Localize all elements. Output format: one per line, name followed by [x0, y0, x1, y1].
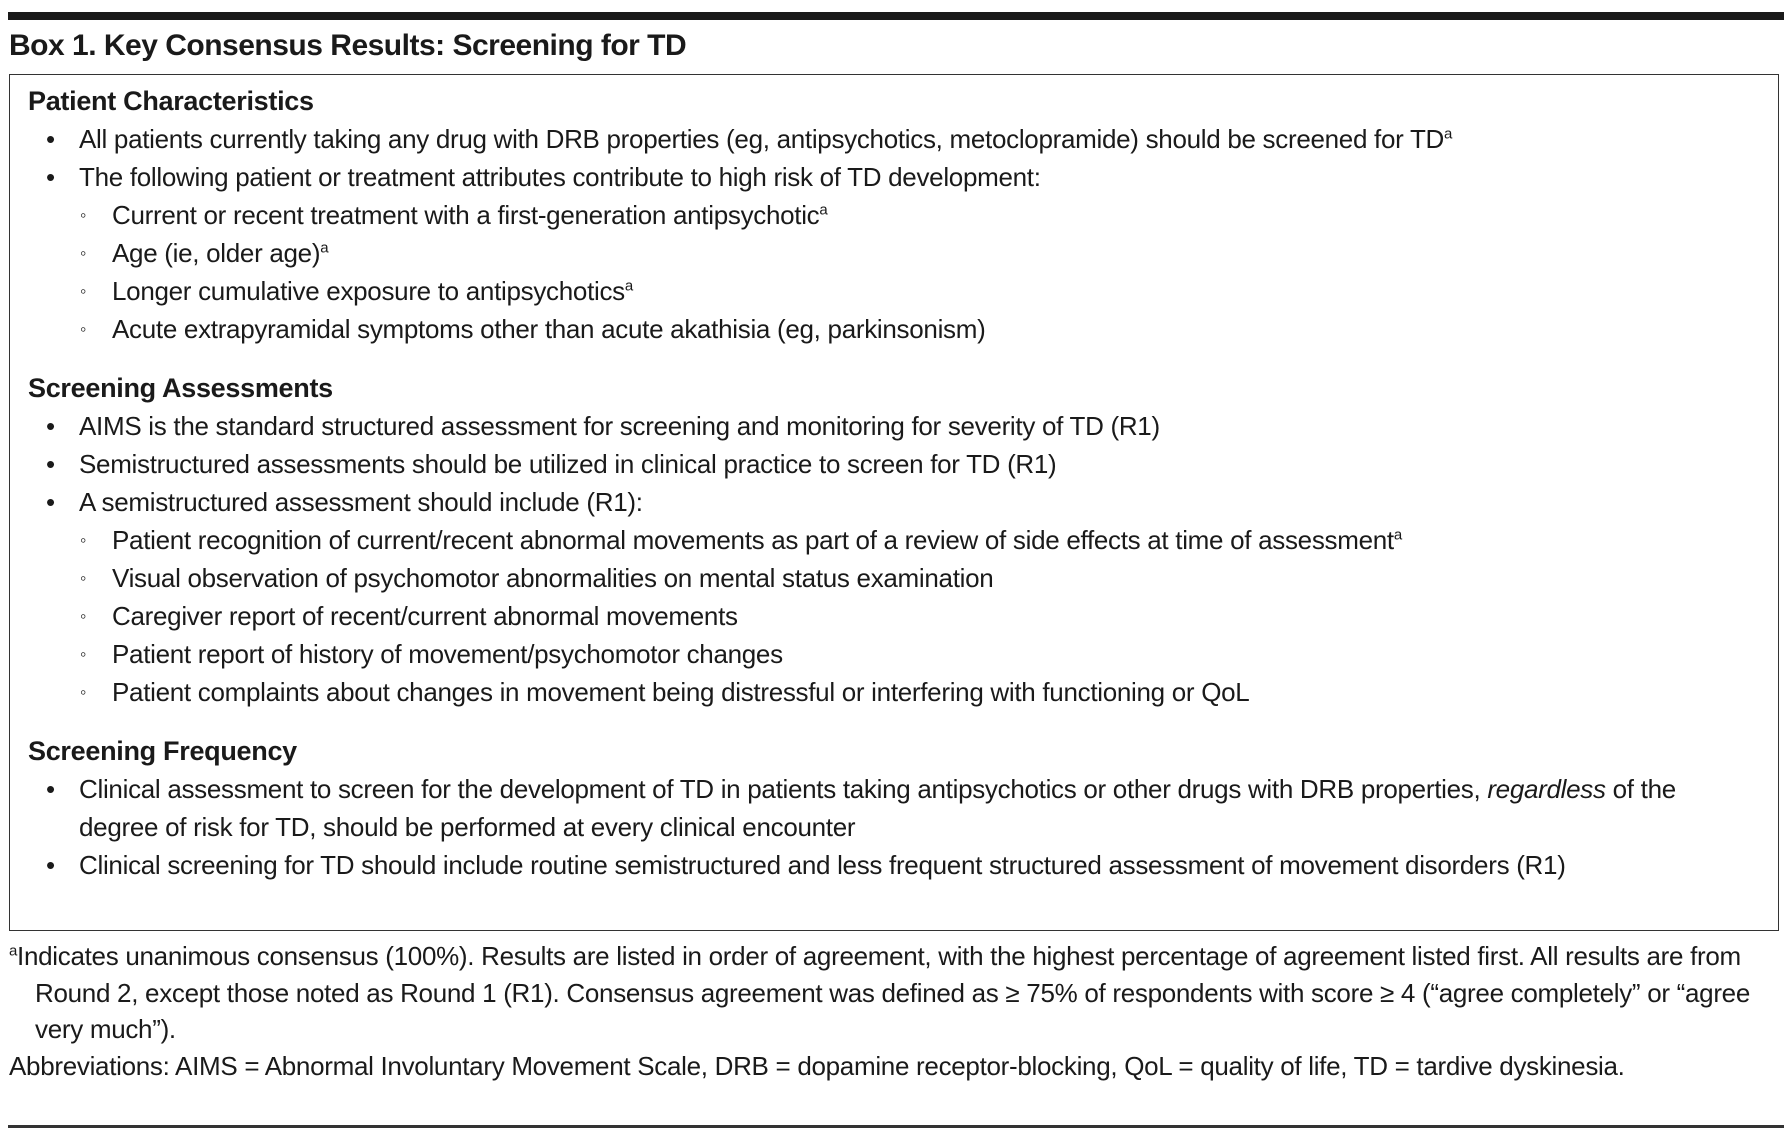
footnote-abbreviations: Abbreviations: AIMS = Abnormal Involuntary Movement Scale, DRB = dopamine receptor-blocking, QoL = quality of life, TD = tardive dyskinesia.: [9, 1050, 1625, 1081]
circle-bullet-icon: ◦: [80, 682, 87, 702]
section-screening-frequency: [10, 732, 1778, 884]
bullet-icon: •: [46, 774, 55, 804]
list-item: • All patients currently taking any drug with DRB properties (eg, antipsychotics, metoclopramide) should be screened for $TD^a$: [10, 120, 1778, 158]
section-patient-characteristics: [10, 82, 1778, 348]
section-screening-assessments: [10, 369, 1778, 711]
circle-bullet-icon: ◦: [80, 205, 87, 225]
content-box: [9, 74, 1779, 931]
circle-bullet-icon: ◦: [80, 644, 87, 664]
sub-list-item: ◦ Acute extrapyramidal symptoms other than acute akathisia (eg, parkinsonism): [10, 310, 1778, 348]
sub-list-item: ◦ Patient recognition of current/recent abnormal movements as part of a review of side effects at time of assessment$^a$: [10, 521, 1778, 559]
list-item: • A semistructured assessment should include (R1):: [10, 483, 1778, 521]
bullet-icon: •: [46, 850, 55, 880]
list-item: • The following patient or treatment attributes contribute to high risk of TD development:: [10, 158, 1778, 196]
section-heading: Patient Characteristics: [28, 86, 314, 116]
section-heading: Screening Assessments: [28, 373, 333, 403]
box-title: Box 1. Key Consensus Results: Screening for TD: [9, 29, 687, 62]
bullet-icon: •: [46, 124, 55, 154]
sub-list-item: ◦ Caregiver report of recent/current abnormal movements: [10, 597, 1778, 635]
circle-bullet-icon: ◦: [80, 606, 87, 626]
circle-bullet-icon: ◦: [80, 281, 87, 301]
list-item: • AIMS is the standard structured assessment for screening and monitoring for severity of TD (R1): [10, 407, 1778, 445]
sub-list-item: ◦ Visual observation of psychomotor abnormalities on mental status examination: [10, 559, 1778, 597]
footnote-consensus: $^a$Indicates unanimous consensus (100%). Results are listed in order of agreement, with the highest percentage of agreement listed first. All results are from Round 2, except those noted as Round 1 (R1). Consensus agreement was defined as ≥ 75% of respondents with score ≥ 4 (“agree completely” or “agree very much”).: [9, 941, 1751, 1044]
circle-bullet-icon: ◦: [80, 319, 87, 339]
list-item: • Clinical screening for TD should include routine semistructured and less frequent structured assessment of movement disorders (R1): [10, 846, 1778, 884]
sub-list-item: ◦ Age (ie, older age)$^a$: [10, 234, 1778, 272]
section-heading: Screening Frequency: [28, 736, 297, 766]
circle-bullet-icon: ◦: [80, 530, 87, 550]
list-item: • Semistructured assessments should be utilized in clinical practice to screen for TD (R1): [10, 445, 1778, 483]
bottom-rule: [8, 1125, 1784, 1128]
bullet-icon: •: [46, 162, 55, 192]
bullet-icon: •: [46, 411, 55, 441]
sub-list-item: ◦ Current or recent treatment with a first-generation antipsychotic$^a$: [10, 196, 1778, 234]
bullet-icon: •: [46, 487, 55, 517]
circle-bullet-icon: ◦: [80, 568, 87, 588]
sub-list-item: ◦ Patient complaints about changes in movement being distressful or interfering with functioning or QoL: [10, 673, 1778, 711]
bullet-icon: •: [46, 449, 55, 479]
list-item: • Clinical assessment to screen for the development of TD in patients taking antipsychotics or other drugs with DRB properties, regardless of the degree of risk for TD, should be performed at every clinical encounter: [10, 770, 1778, 846]
footnotes: [9, 938, 1784, 1084]
sub-list-item: ◦ Longer cumulative exposure to antipsychotics$^a$: [10, 272, 1778, 310]
top-rule: [8, 12, 1784, 20]
circle-bullet-icon: ◦: [80, 243, 87, 263]
sub-list-item: ◦ Patient report of history of movement/psychomotor changes: [10, 635, 1778, 673]
